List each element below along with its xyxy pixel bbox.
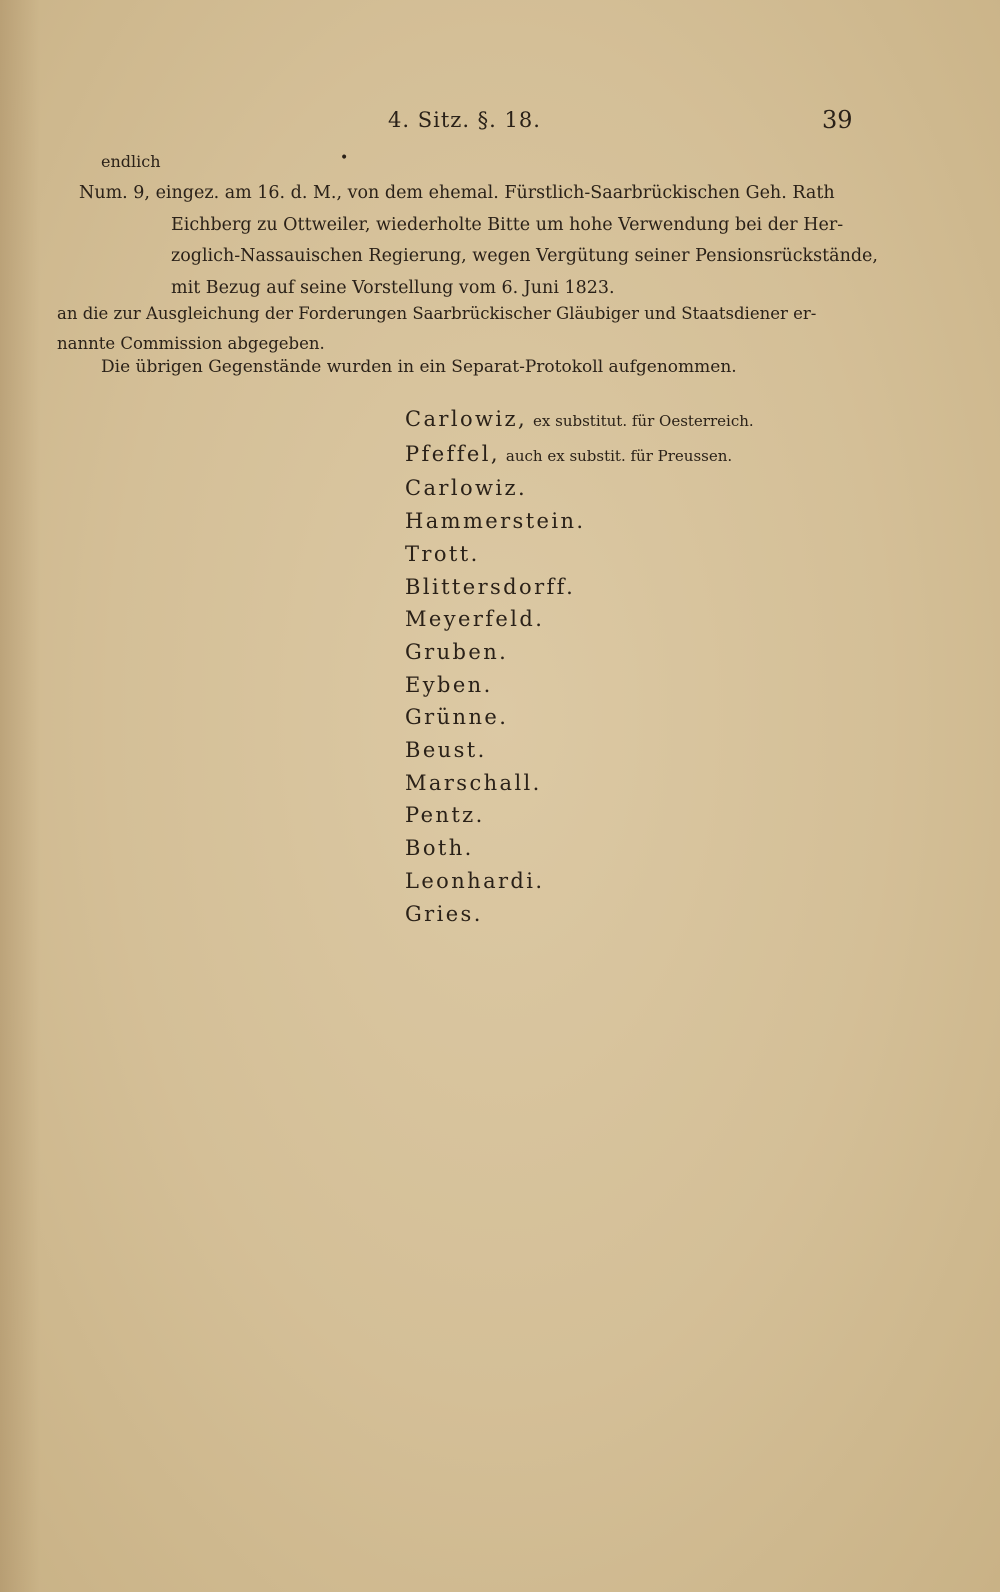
signature — [405, 438, 754, 473]
paragraph-line: nannte Commission abgegeben. — [57, 334, 325, 353]
signature — [405, 865, 754, 898]
signature — [405, 636, 754, 669]
signature — [405, 603, 754, 636]
signature — [405, 898, 754, 931]
signature — [405, 701, 754, 734]
signature-name: Pfeffel, — [405, 441, 500, 466]
signature — [405, 734, 754, 767]
page-header — [0, 104, 1000, 140]
signature-name: Pentz. — [405, 803, 485, 828]
signature-name: Carlowiz. — [405, 476, 528, 501]
paragraph-line: an die zur Ausgleichung der Forderungen Saarbrückischer Gläubiger und Staatsdiener er- — [57, 304, 817, 323]
signature — [405, 571, 754, 604]
signature-name: Grünne. — [405, 705, 509, 730]
paragraph-uebrige: Die übrigen Gegenstände wurden in ein Separat-Protokoll aufgenommen. — [101, 357, 737, 377]
signature — [405, 505, 754, 538]
signature-name: Carlowiz, — [405, 407, 528, 431]
signature-name: Both. — [405, 836, 474, 861]
signature-name: Eyben. — [405, 672, 493, 697]
signature-note: auch ex substit. für Preussen. — [505, 446, 733, 465]
signature-name: Gries. — [405, 901, 483, 926]
signature-name: Blittersdorff. — [405, 574, 576, 599]
signature-name: Meyerfeld. — [405, 607, 545, 632]
signature — [405, 767, 754, 800]
signature-name: Marschall. — [405, 770, 542, 795]
signature — [405, 403, 754, 438]
entry-line: mit Bezug auf seine Vorstellung vom 6. Juni 1823. — [171, 277, 615, 298]
signature-name: Hammerstein. — [405, 509, 586, 534]
entry-line: zoglich-Nassauischen Regierung, wegen Vergütung seiner Pensionsrückstände, — [171, 246, 878, 266]
signature — [405, 472, 754, 505]
signature-name: Trott. — [405, 541, 480, 566]
entry-num-9 — [79, 178, 878, 304]
signature — [405, 799, 754, 832]
entry-line: Num. 9, eingez. am 16. d. M., von dem ehemal. Fürstlich-Saarbrückischen Geh. Rath — [79, 183, 835, 203]
signature — [405, 669, 754, 702]
paragraph-abgegeben — [57, 299, 857, 359]
signature-name: Leonhardi. — [405, 868, 545, 893]
signature-name: Beust. — [405, 738, 487, 763]
signature-note: ex substitut. für Oesterreich. — [533, 412, 754, 430]
signature — [405, 538, 754, 571]
page-number: 39 — [822, 106, 853, 134]
signature-list — [405, 403, 754, 930]
signature — [405, 832, 754, 865]
entry-line: Eichberg zu Ottweiler, wiederholte Bitte um hohe Verwendung bei der Her- — [171, 214, 844, 235]
paragraph-endlich: endlich — [101, 152, 161, 171]
page-edge-shadow — [0, 0, 40, 1592]
signature-name: Gruben. — [405, 639, 509, 664]
running-head: 4. Sitz. §. 18. — [388, 108, 541, 132]
stray-dot: • — [340, 150, 349, 166]
